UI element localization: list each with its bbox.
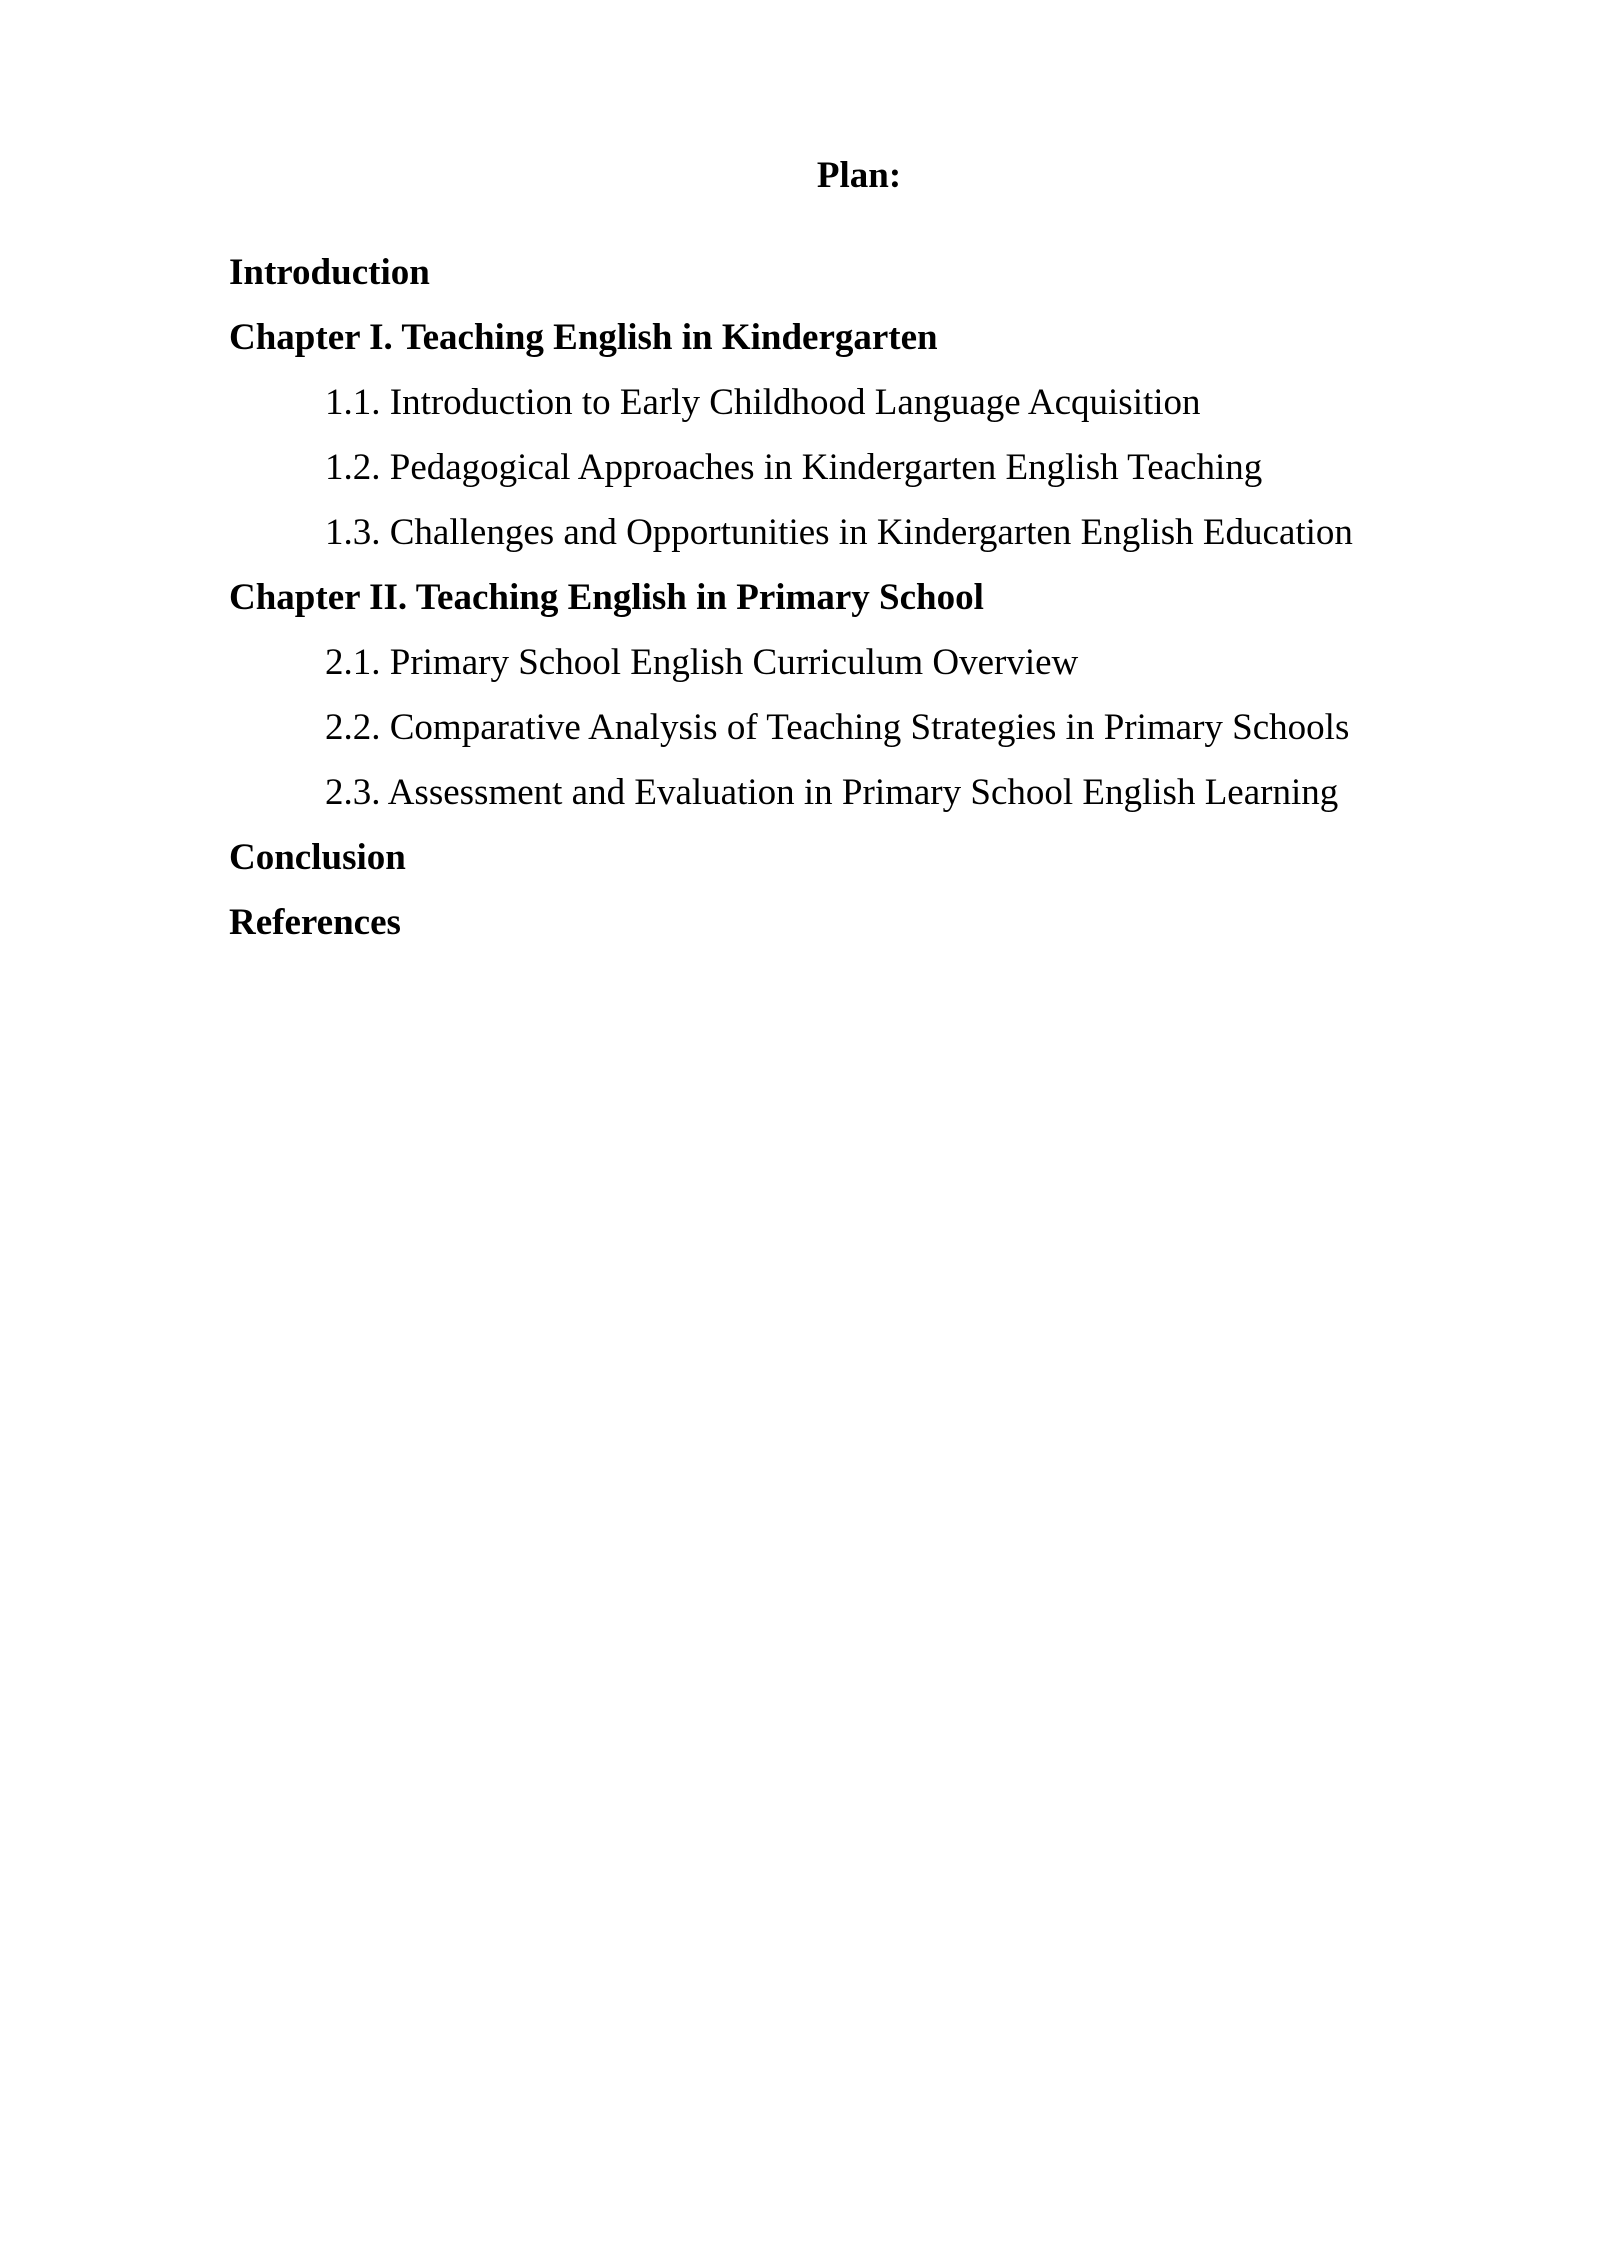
table-of-contents: [229, 248, 1479, 963]
toc-section-2-3: 2.3. Assessment and Evaluation in Primary School English Learning: [325, 772, 1339, 813]
toc-section-1-1: 1.1. Introduction to Early Childhood Language Acquisition: [325, 382, 1201, 423]
toc-section-2-2: 2.2. Comparative Analysis of Teaching Strategies in Primary Schools: [325, 707, 1350, 748]
toc-section-1-2: 1.2. Pedagogical Approaches in Kindergarten English Teaching: [325, 447, 1263, 488]
toc-introduction: Introduction: [229, 252, 430, 293]
toc-references: References: [229, 902, 401, 943]
page-title: Plan:: [816, 155, 902, 196]
toc-conclusion: Conclusion: [229, 837, 406, 878]
toc-chapter-2: Chapter II. Teaching English in Primary School: [229, 577, 984, 618]
toc-section-2-1: 2.1. Primary School English Curriculum Overview: [325, 642, 1079, 683]
toc-chapter-1: Chapter I. Teaching English in Kindergarten: [229, 317, 938, 358]
toc-section-1-3: 1.3. Challenges and Opportunities in Kindergarten English Education: [325, 512, 1353, 553]
